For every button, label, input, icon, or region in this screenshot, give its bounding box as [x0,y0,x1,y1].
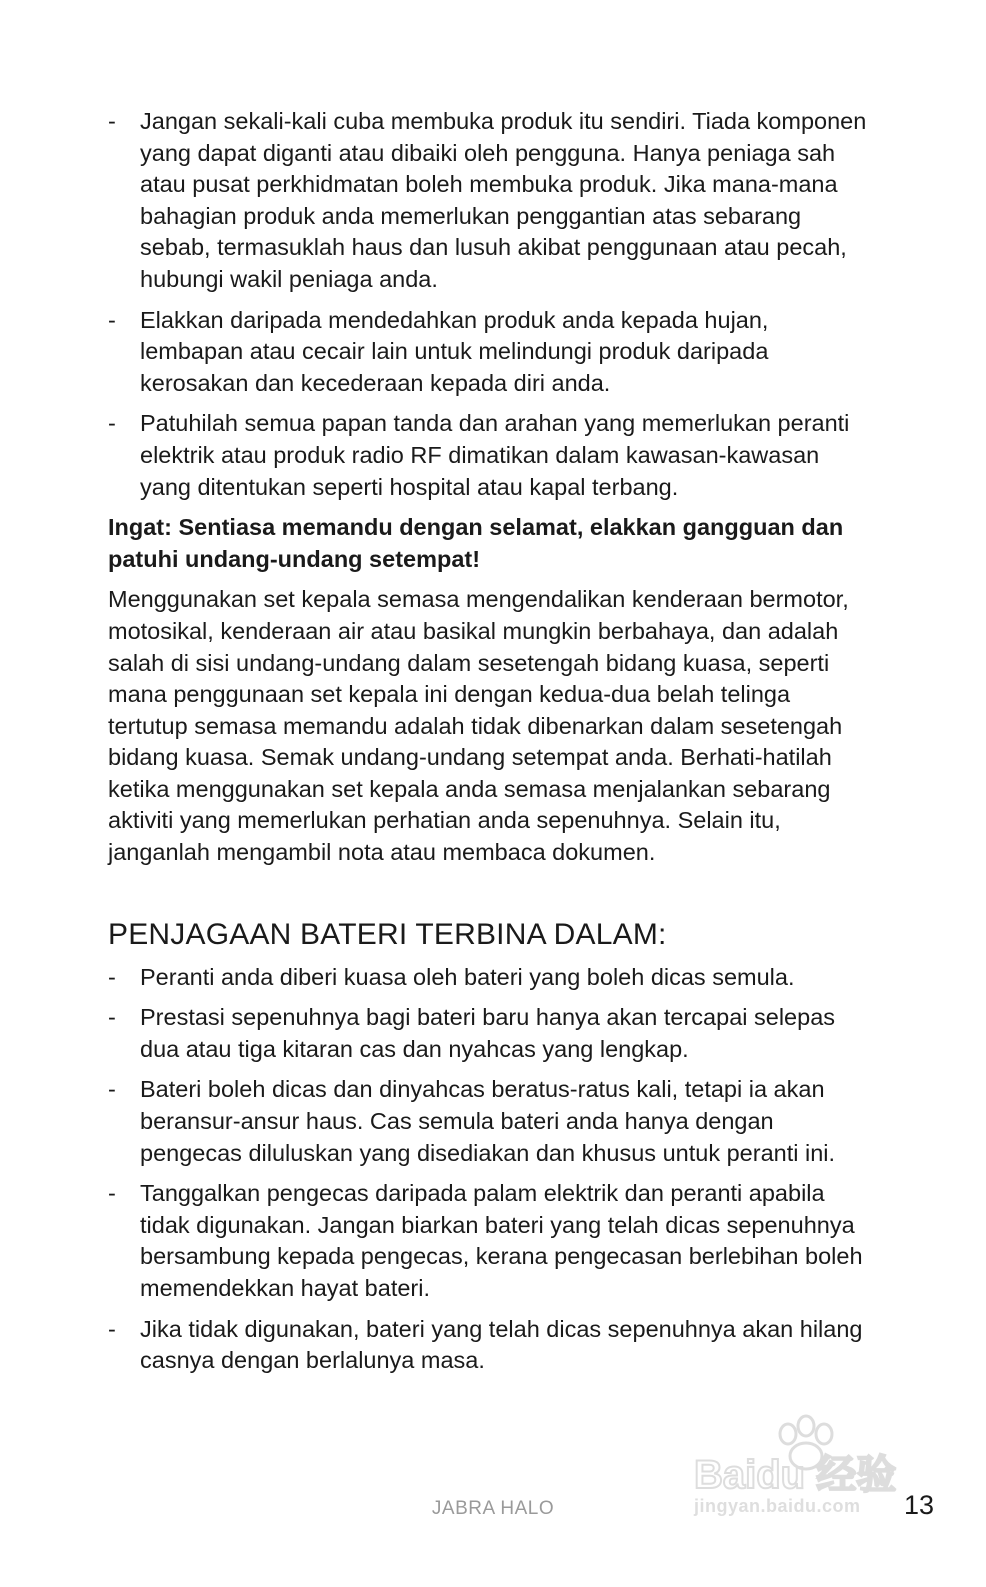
safety-item [108,408,868,503]
document-body [108,106,868,1386]
driving-note: Ingat: Sentiasa memandu dengan selamat, elakkan gangguan dan patuhi undang-undang setempat! [108,514,844,572]
battery-item-text: Peranti anda diberi kuasa oleh bateri yang boleh dicas semula. [140,963,795,990]
battery-item-text: Jika tidak digunakan, bateri yang telah dicas sepenuhnya akan hilang casnya dengan berlalunya masa. [140,1315,863,1374]
battery-item-text: Bateri boleh dicas dan dinyahcas beratus-ratus kali, tetapi ia akan beransur-ansur haus. Cas semula bateri anda hanya dengan pengecas diluluskan yang disediakan dan khusus untuk peranti ini. [140,1076,836,1166]
battery-heading: PENJAGAAN BATERI TERBINA DALAM: [108,917,667,951]
safety-item-text: Elakkan daripada mendedahkan produk anda kepada hujan, lembapan atau cecair lain untuk melindungi produk daripada kerosakan dan kecederaan kepada diri anda. [140,306,769,396]
battery-item [108,1178,868,1304]
bullet-dash: - [108,306,116,333]
bullet-dash: - [108,963,116,990]
driving-paragraph: Menggunakan set kepala semasa mengendalikan kenderaan bermotor, motosikal, kenderaan air atau basikal mungkin berbahaya, dan adalah salah di sisi undang-undang dalam sesetengah bidang kuasa, seperti mana penggunaan set kepala ini dengan kedua-dua belah telinga tertutup semasa memandu adalah tidak dibenarkan dalam sesetengah bidang kuasa. Semak undang-undang setempat anda. Berhati-hatilah ketika menggunakan set kepala anda semasa menjalankan sebarang aktiviti yang memerlukan perhatian anda sepenuhnya. Selain itu, janganlah mengambil nota atau membaca dokumen. [108,586,849,866]
safety-list [108,106,868,503]
battery-list [108,962,868,1377]
bullet-dash: - [108,1076,116,1103]
bullet-dash: - [108,410,116,437]
paw-logo-icon [690,1412,920,1502]
bullet-dash: - [108,108,116,134]
battery-item [108,1002,868,1065]
safety-item [108,106,868,296]
watermark-url: jingyan.baidu.com [694,1496,861,1516]
footer-brand: JABRA HALO [431,1498,555,1519]
battery-item-text: Prestasi sepenuhnya bagi bateri baru hanya akan tercapai selepas dua atau tiga kitaran cas dan nyahcas yang lengkap. [140,1004,836,1062]
battery-item [108,1314,868,1377]
watermark-logo-text: Baidu 经验 [694,1453,897,1497]
battery-item [108,962,868,994]
safety-item [108,305,868,400]
safety-item-text: Jangan sekali-kali cuba membuka produk itu sendiri. Tiada komponen yang dapat diganti atau dibaiki oleh pengguna. Hanya peniaga sah atau pusat perkhidmatan boleh membuka produk. Jika mana-mana bahagian produk anda memerlukan penggantian atas sebarang sebab, termasuklah haus dan lusuh akibat penggunaan atau pecah, hubungi wakil peniaga anda. [140,108,867,292]
battery-item [108,1074,868,1169]
bullet-dash: - [108,1180,116,1207]
battery-item-text: Tanggalkan pengecas daripada palam elektrik dan peranti apabila tidak digunakan. Jangan biarkan bateri yang telah dicas sepenuhnya bersambung kepada pengecas, kerana pengecasan berlebihan boleh memendekkan hayat bateri. [140,1180,863,1301]
bullet-dash: - [108,1315,116,1342]
bullet-dash: - [108,1004,116,1031]
page-number: 13 [903,1490,934,1520]
safety-item-text: Patuhilah semua papan tanda dan arahan yang memerlukan peranti elektrik atau produk radio RF dimatikan dalam kawasan-kawasan yang ditentukan seperti hospital atau kapal terbang. [140,410,850,500]
